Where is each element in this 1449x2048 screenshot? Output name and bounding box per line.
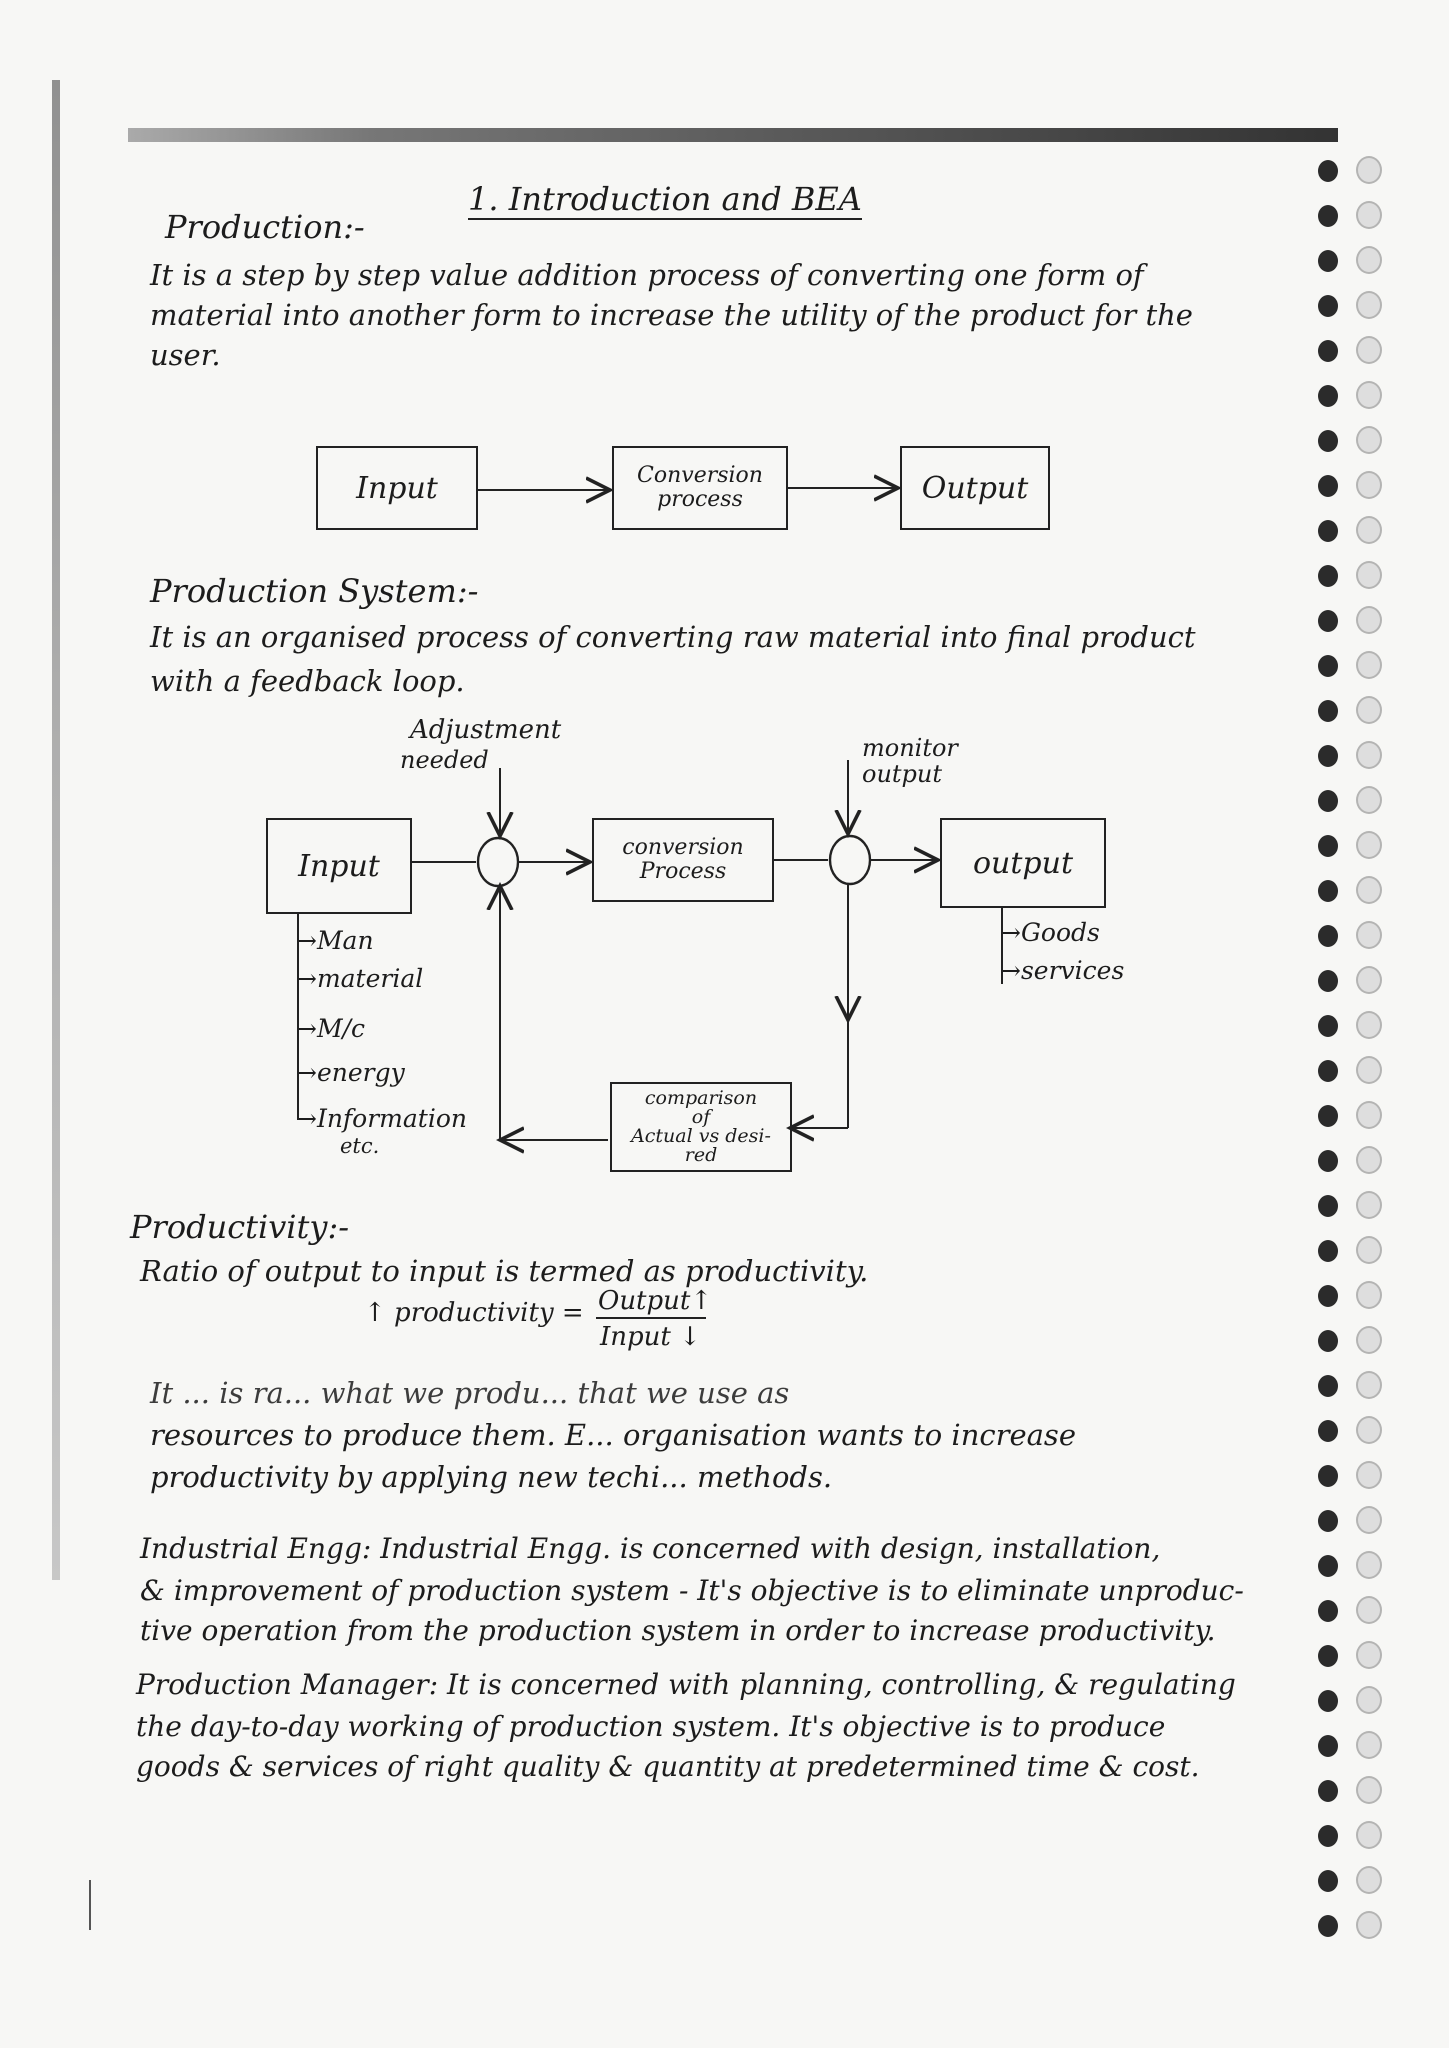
production-manager-line-2: the day-to-day working of production system. It's objective is to produce <box>136 1710 1166 1743</box>
monitor-label-2: output <box>862 760 943 788</box>
diagram2-output-label: output <box>972 845 1074 881</box>
diagram1-output-label: Output <box>921 470 1029 506</box>
industrial-engg-line-1: Industrial Engg: Industrial Engg. is concerned with design, installation, <box>140 1532 1161 1565</box>
industrial-engg-line-2: & improvement of production system - It's objective is to eliminate unproduc- <box>140 1574 1244 1607</box>
production-line-2: material into another form to increase the utility of the product for the <box>150 298 1193 332</box>
formula-lhs: ↑ productivity = <box>364 1298 584 1328</box>
input-item-man: →Man <box>296 926 374 955</box>
comparison-label-4: red <box>684 1144 718 1166</box>
comparison-label-1: comparison <box>644 1087 758 1109</box>
diagram1-process-label-1: Conversion <box>637 463 763 488</box>
production-line-1: It is a step by step value addition process of converting one form of <box>150 258 1144 292</box>
comparison-label-2: of <box>691 1106 711 1128</box>
diagram2-process-label-1: conversion <box>622 835 744 860</box>
input-item-machine: →M/c <box>296 1014 365 1043</box>
comparison-label-3: Actual vs desi- <box>631 1125 771 1147</box>
page-title: 1. Introduction and BEA <box>468 180 862 218</box>
input-item-energy: →energy <box>296 1058 405 1087</box>
production-line-3: user. <box>150 338 221 372</box>
input-item-etc: etc. <box>340 1134 380 1158</box>
monitor-label-1: monitor <box>862 734 958 762</box>
formula-denominator: Input ↓ <box>600 1322 701 1352</box>
production-system-line-1: It is an organised process of converting raw material into final product <box>150 620 1196 654</box>
d2-junction-right <box>830 836 870 884</box>
diagram1-input-label: Input <box>356 470 438 506</box>
industrial-engg-line-3: tive operation from the production system in order to increase productivity. <box>140 1614 1216 1647</box>
productivity-heading: Productivity:- <box>130 1208 350 1246</box>
production-manager-line-3: goods & services of right quality & quantity at predetermined time & cost. <box>136 1750 1200 1783</box>
productivity-para-3: productivity by applying new techi... methods. <box>150 1460 833 1494</box>
diagram2-input-label: Input <box>298 848 380 884</box>
productivity-para-2: resources to produce them. E... organisation wants to increase <box>150 1418 1076 1452</box>
input-item-information: →Information <box>296 1104 467 1133</box>
input-item-material: →material <box>296 964 424 993</box>
diagram2-process-label-2: Process <box>639 859 727 884</box>
productivity-definition: Ratio of output to input is termed as productivity. <box>140 1254 869 1288</box>
diagram1-process-label-2: process <box>657 487 743 512</box>
d2-junction-left <box>478 838 518 886</box>
production-manager-line-1: Production Manager: It is concerned with planning, controlling, & regulating <box>136 1668 1236 1701</box>
formula-numerator: Output↑ <box>598 1286 713 1316</box>
output-item-services: →services <box>1000 956 1125 985</box>
output-item-goods: →Goods <box>1000 918 1100 947</box>
productivity-para-1: It ... is ra... what we produ... that we use as <box>150 1376 790 1410</box>
adjustment-label-1: Adjustment <box>410 715 562 745</box>
adjustment-label-2: needed <box>400 746 489 774</box>
production-system-line-2: with a feedback loop. <box>150 664 465 698</box>
production-system-heading: Production System:- <box>150 572 479 610</box>
production-heading: Production:- <box>165 208 365 246</box>
